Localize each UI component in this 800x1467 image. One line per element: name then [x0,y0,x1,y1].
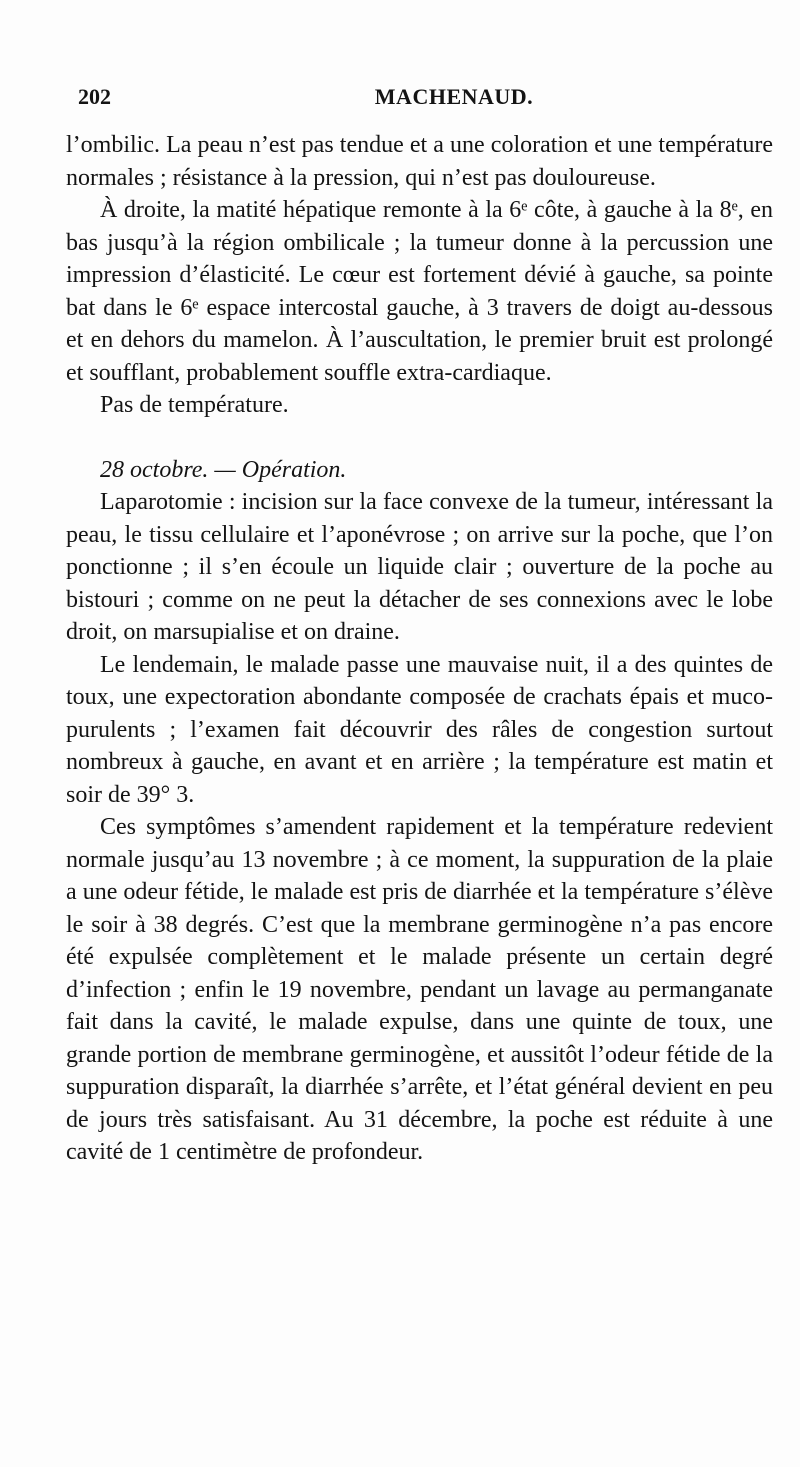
paragraph-symptomes: Ces symptômes s’amendent rapidement et la température redevient normale jusqu’au 13 novembre ; à ce moment, la suppuration de la plaie a une odeur fétide, le malade est pris de diarrhée et la température s’élève le soir à 38 degrés. C’est que la membrane germinogène n’a pas encore été expulsée complètement et le malade présente un certain degré d’infection ; enfin le 19 novembre, pendant un lavage au permanganate fait dans la cavité, le malade expulse, dans une quinte de toux, une grande portion de membrane germinogène, et aussitôt l’odeur fétide de la suppuration disparaît, la diarrhée s’arrête, et l’état général devient en peu de jours très satisfaisant. Au 31 décembre, la poche est réduite à une cavité de 1 centimètre de profondeur. [66,814,773,1165]
running-head: MACHENAUD. [374,84,534,109]
paragraph-droite: À droite, la matité hépatique remonte à la 6ᵉ côte, à gauche à la 8ᵉ, en bas jusqu’à la région ombilicale ; la tumeur donne à la percussion une impression d’élasticité. Le cœur est fortement dévié à gauche, sa pointe bat dans le 6ᵉ espace intercostal gauche, à 3 travers de doigt au-dessous et en dehors du mamelon. À l’auscultation, le premier bruit est prolongé et soufflant, probablement souffle extra-cardiaque. [66,197,773,386]
paragraph-temperature: Pas de température. [100,392,289,418]
page-header [78,84,770,114]
section-date-operation: 28 octobre. — Opération. [100,456,347,483]
page-body [66,129,773,1169]
paragraph-lendemain: Le lendemain, le malade passe une mauvaise nuit, il a des quintes de toux, une expectoration abondante composée de crachats épais et muco-purulents ; l’examen fait découvrir des râles de congestion surtout nombreux à gauche, en avant et en arrière ; la température est matin et soir de 39° 3. [66,651,773,808]
paragraph-ombilic: l’ombilic. La peau n’est pas tendue et a une coloration et une température normales ; résistance à la pression, qui n’est pas douloureuse. [66,132,773,191]
paragraph-laparotomie: Laparotomie : incision sur la face convexe de la tumeur, intéressant la peau, le tissu cellulaire et l’aponévrose ; on arrive sur la poche, que l’on ponctionne ; il s’en écoule un liquide clair ; ouverture de la poche au bistouri ; comme on ne peut la détacher de ses connexions avec le lobe droit, on marsupialise et on draine. [66,489,773,645]
page-number: 202 [78,84,111,109]
